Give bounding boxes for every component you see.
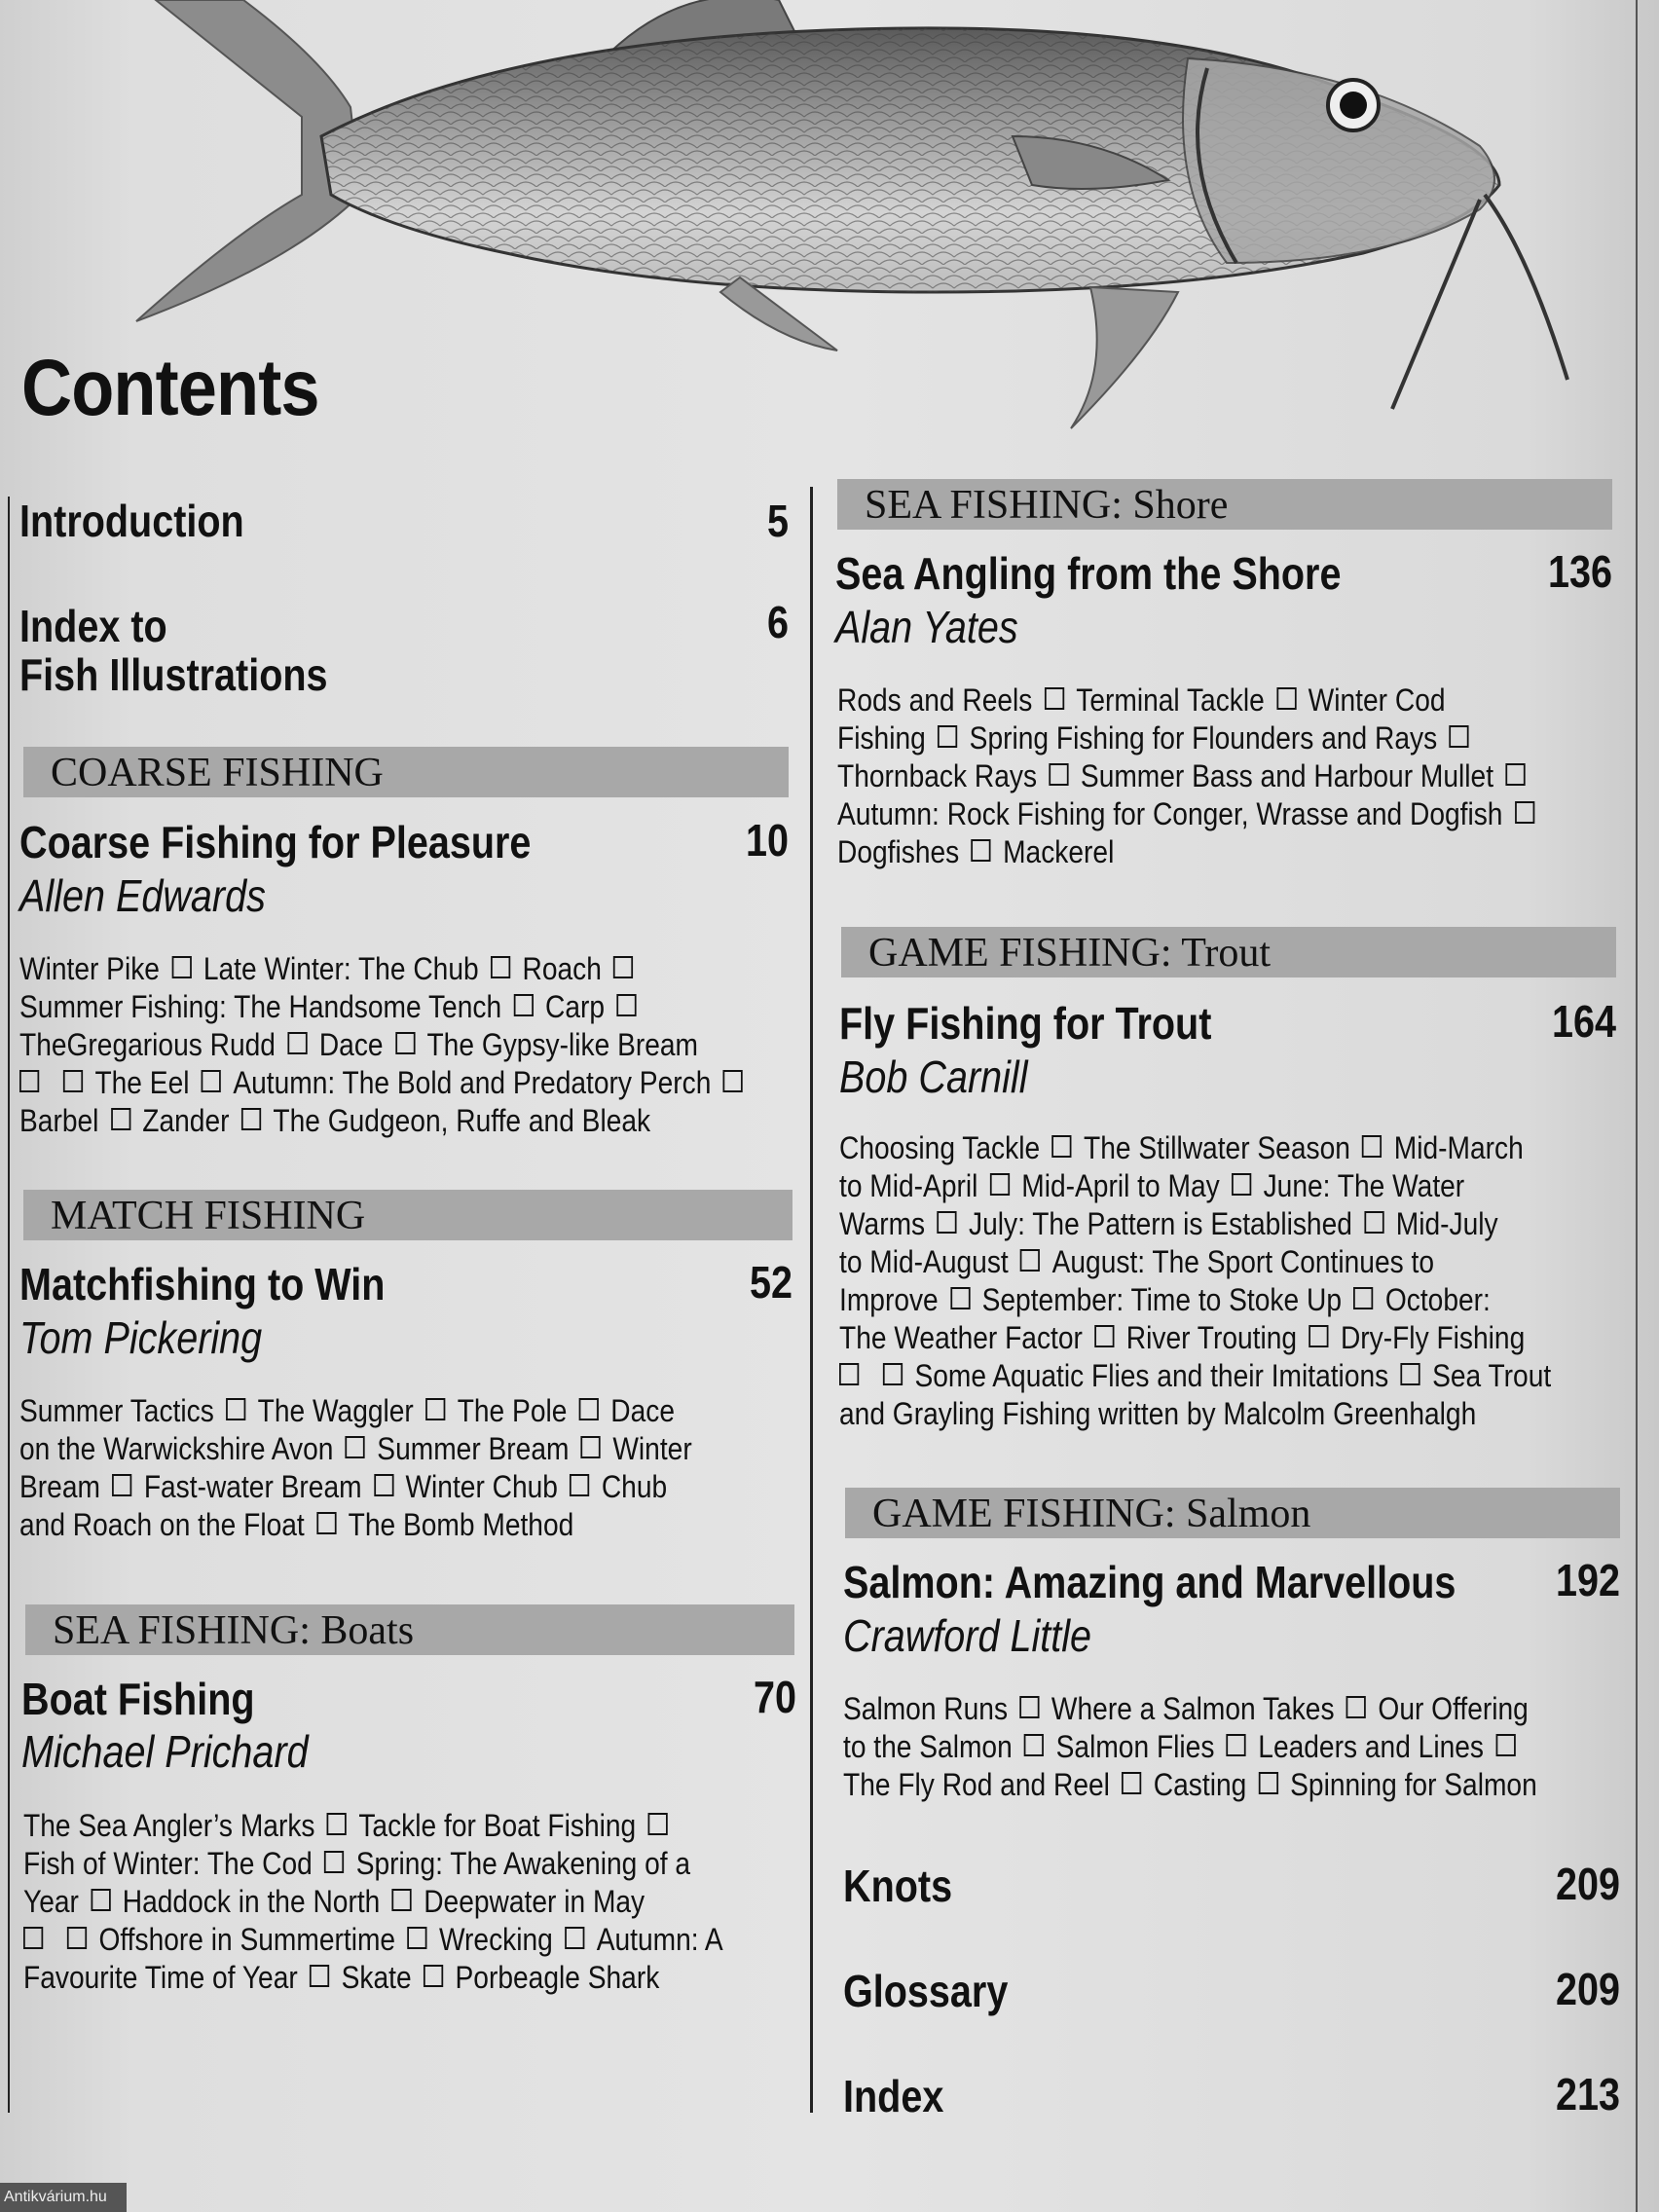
trout-topics [839,1129,1610,1433]
topic-text: Leaders and Lines [1258,1729,1484,1764]
topic-line [19,1506,791,1544]
topic-text: The Eel [94,1065,190,1100]
topic-text: Autumn: Rock Fishing for Conger, Wrasse and Dogfish [837,796,1503,831]
topic-text: to the Salmon [843,1729,1013,1764]
bullet-box-icon [937,1211,956,1234]
topic-text: Casting [1153,1767,1247,1802]
bullet-box-icon [883,1363,903,1385]
topic-text: Sea Trout [1432,1358,1552,1393]
topic-text: Winter Pike [19,951,160,986]
trout-page: 164 [1551,996,1616,1047]
topic-text: The Gypsy-like Bream [426,1027,699,1062]
topic-line [19,1392,791,1430]
bullet-box-icon [241,1108,261,1130]
topic-text: Autumn: A [596,1922,723,1957]
bullet-box-icon [1309,1325,1328,1347]
topic-text: on the Warwickshire Avon [19,1431,334,1466]
topic-text: Winter [612,1431,692,1466]
topic-text: Summer Fishing: The Handsome Tench [19,989,502,1024]
bullet-box-icon [491,956,510,978]
bullet-box-icon [1276,687,1296,710]
topic-text: TheGregarious Rudd [19,1027,276,1062]
coarse-topics [19,950,791,1140]
trout-title: Fly Fishing for Trout [839,998,1212,1049]
topic-text: Where a Salmon Takes [1051,1691,1335,1726]
topic-text: Dry-Fly Fishing [1340,1320,1526,1355]
match-page: 52 [749,1257,793,1308]
bullet-box-icon [23,1927,43,1949]
topic-line [839,1205,1610,1243]
boats-title: Boat Fishing [21,1674,255,1724]
topic-text: Spring Fishing for Flounders and Rays [969,720,1438,756]
introduction-title: Introduction [19,496,244,546]
topic-text: August: The Sport Continues to [1051,1244,1435,1279]
topic-text: Year [23,1884,79,1919]
topic-text: Autumn: The Bold and Predatory Perch [233,1065,712,1100]
topic-text: Thornback Rays [837,758,1038,793]
bullet-box-icon [938,725,957,748]
topic-text: Fish of Winter: The Cod [23,1846,313,1881]
topic-text: Fast-water Bream [143,1469,362,1504]
topic-text: Our Offering [1378,1691,1529,1726]
topic-text: Dace [318,1027,384,1062]
watermark: Antikvárium.hu [0,2183,127,2212]
topic-text: July: The Pattern is Established [968,1206,1352,1241]
topic-text: Mackerel [1003,834,1115,869]
bullet-box-icon [616,994,636,1016]
knots-title: Knots [843,1861,953,1911]
bullet-box-icon [374,1474,393,1496]
bullet-box-icon [19,1070,39,1092]
topic-text: Late Winter: The Chub [203,951,479,986]
topic-line [19,1026,791,1064]
bullet-box-icon [1232,1173,1251,1196]
game-salmon-banner: GAME FISHING: Salmon [845,1488,1620,1538]
topic-text: The Stillwater Season [1083,1130,1350,1165]
topic-text: Salmon Runs [843,1691,1009,1726]
bullet-box-icon [990,1173,1010,1196]
bullet-box-icon [392,1889,412,1911]
bullet-box-icon [171,956,191,978]
glossary-page: 209 [1555,1964,1620,2014]
bullet-box-icon [324,1851,344,1873]
coarse-fishing-banner: COARSE FISHING [23,747,789,797]
topic-line [23,1959,794,1997]
bullet-box-icon [310,1965,329,1987]
topic-line [19,950,791,988]
topic-text: Favourite Time of Year [23,1960,298,1995]
topic-text: and Roach on the Float [19,1507,305,1542]
topic-text: Deepwater in May [424,1884,645,1919]
topic-text: Chub [601,1469,668,1504]
shore-author: Alan Yates [835,602,1018,652]
topic-line [843,1766,1614,1804]
coarse-page: 10 [745,815,789,866]
topic-text: Dogfishes [837,834,960,869]
topic-text: Skate [341,1960,412,1995]
topic-text: Choosing Tackle [839,1130,1041,1165]
bullet-box-icon [91,1889,110,1911]
topic-text: Terminal Tackle [1076,682,1265,718]
bullet-box-icon [1049,763,1068,786]
index-fish-title-line1: Index to [19,601,167,651]
topic-text: Some Aquatic Flies and their Imitations [914,1358,1389,1393]
topic-line [19,1430,791,1468]
topic-text: Salmon Flies [1055,1729,1215,1764]
topic-text: to Mid-August [839,1244,1009,1279]
topic-text: September: Time to Stoke Up [981,1282,1342,1317]
match-topics [19,1392,791,1544]
bullet-box-icon [316,1512,336,1534]
bullet-box-icon [407,1927,426,1949]
topic-line [19,988,791,1026]
topic-text: Haddock in the North [122,1884,381,1919]
topic-text: Winter Chub [405,1469,558,1504]
bullet-box-icon [1346,1696,1366,1718]
topic-line [23,1845,794,1883]
topic-line [837,682,1608,719]
topic-line [23,1921,794,1959]
topic-line [19,1468,791,1506]
bullet-box-icon [581,1436,601,1458]
topic-text: October: [1384,1282,1491,1317]
game-trout-banner: GAME FISHING: Trout [841,927,1616,977]
bullet-box-icon [839,1363,859,1385]
sea-boats-banner: SEA FISHING: Boats [25,1604,794,1655]
topic-text: Spinning for Salmon [1290,1767,1537,1802]
bullet-box-icon [1094,1325,1114,1347]
knots-page: 209 [1555,1859,1620,1909]
topic-text: The Gudgeon, Ruffe and Bleak [273,1103,651,1138]
shore-topics [837,682,1608,871]
bullet-box-icon [1495,1734,1515,1756]
bullet-box-icon [950,1287,970,1309]
bullet-box-icon [1515,801,1534,824]
topic-text: Spring: The Awakening of a [355,1846,691,1881]
bullet-box-icon [1362,1135,1382,1158]
bullet-box-icon [1020,1249,1040,1272]
topic-text: Winter Cod [1308,682,1446,718]
index-fish-title-line2: Fish Illustrations [19,649,328,700]
topic-text: and Grayling Fishing written by Malcolm Greenhalgh [839,1396,1477,1431]
barbel-fish-illustration [97,0,1597,448]
bullet-box-icon [1353,1287,1373,1309]
topic-text: Mid-July [1395,1206,1498,1241]
topic-text: Fishing [837,720,926,756]
bullet-box-icon [67,1927,87,1949]
topic-text: Carp [545,989,606,1024]
boats-author: Michael Prichard [21,1726,309,1777]
topic-text: Porbeagle Shark [455,1960,660,1995]
topic-line [839,1319,1610,1357]
topic-text: The Sea Angler’s Marks [23,1808,315,1843]
salmon-topics [843,1690,1614,1804]
salmon-author: Crawford Little [843,1610,1092,1661]
topic-text: Barbel [19,1103,99,1138]
bullet-box-icon [1259,1772,1278,1794]
topic-line [837,719,1608,757]
topic-text: Dace [610,1393,676,1428]
bullet-box-icon [1045,687,1064,710]
bullet-box-icon [1227,1734,1246,1756]
boats-topics [23,1807,794,1997]
bullet-box-icon [1122,1772,1141,1794]
page-title: Contents [21,344,319,432]
bullet-box-icon [648,1813,668,1835]
topic-text: to Mid-April [839,1168,978,1203]
topic-text: Zander [142,1103,230,1138]
topic-text: The Bomb Method [348,1507,574,1542]
topic-text: Offshore in Summertime [98,1922,396,1957]
topic-text: Wrecking [438,1922,553,1957]
right-edge-rule [1636,0,1638,2212]
topic-line [839,1167,1610,1205]
bullet-box-icon [723,1070,743,1092]
bullet-box-icon [1449,725,1468,748]
shore-title: Sea Angling from the Shore [835,548,1342,599]
bullet-box-icon [112,1474,131,1496]
bullet-box-icon [395,1032,415,1054]
bullet-box-icon [613,956,633,978]
bullet-box-icon [1505,763,1525,786]
topic-line [839,1395,1610,1433]
topic-text: The Waggler [257,1393,414,1428]
trout-author: Bob Carnill [839,1051,1028,1102]
index-title: Index [843,2071,944,2121]
bullet-box-icon [565,1927,584,1949]
bullet-box-icon [1024,1734,1044,1756]
topic-text: Roach [522,951,602,986]
bullet-box-icon [327,1813,347,1835]
bullet-box-icon [1364,1211,1383,1234]
bullet-box-icon [346,1436,365,1458]
topic-text: Tackle for Boat Fishing [358,1808,637,1843]
topic-text: The Weather Factor [839,1320,1083,1355]
topic-line [19,1102,791,1140]
boats-page: 70 [753,1672,796,1722]
bullet-box-icon [972,839,991,862]
match-author: Tom Pickering [19,1312,263,1363]
introduction-page: 5 [766,496,789,546]
topic-line [23,1883,794,1921]
topic-text: River Trouting [1125,1320,1298,1355]
topic-text: Mid-March [1393,1130,1524,1165]
coarse-title: Coarse Fishing for Pleasure [19,817,532,867]
bullet-box-icon [513,994,533,1016]
bullet-box-icon [570,1474,589,1496]
topic-line [843,1728,1614,1766]
topic-text: Mid-April to May [1021,1168,1220,1203]
topic-line [839,1281,1610,1319]
topic-text: The Fly Rod and Reel [843,1767,1110,1802]
bullet-box-icon [425,1398,445,1420]
topic-text: Summer Bream [377,1431,570,1466]
topic-line [837,795,1608,833]
bullet-box-icon [63,1070,83,1092]
bullet-box-icon [1051,1135,1071,1158]
topic-text: Improve [839,1282,939,1317]
topic-line [839,1243,1610,1281]
topic-line [839,1129,1610,1167]
bullet-box-icon [1019,1696,1039,1718]
bullet-box-icon [579,1398,599,1420]
index-fish-page: 6 [766,597,789,647]
bullet-box-icon [1401,1363,1420,1385]
topic-text: Bream [19,1469,100,1504]
bullet-box-icon [226,1398,245,1420]
salmon-title: Salmon: Amazing and Marvellous [843,1557,1456,1607]
salmon-page: 192 [1555,1555,1620,1605]
topic-text: Warms [839,1206,926,1241]
topic-line [839,1357,1610,1395]
topic-line [837,833,1608,871]
column-divider [810,487,813,2113]
bullet-box-icon [111,1108,130,1130]
index-page: 213 [1555,2069,1620,2120]
match-title: Matchfishing to Win [19,1259,386,1309]
topic-line [837,757,1608,795]
topic-text: Summer Tactics [19,1393,214,1428]
sea-shore-banner: SEA FISHING: Shore [837,479,1612,530]
topic-line [19,1064,791,1102]
topic-text: June: The Water [1263,1168,1465,1203]
topic-line [23,1807,794,1845]
match-fishing-banner: MATCH FISHING [23,1190,793,1240]
coarse-author: Allen Edwards [19,870,266,921]
shore-page: 136 [1547,546,1612,597]
topic-text: The Pole [457,1393,568,1428]
topic-text: Summer Bass and Harbour Mullet [1080,758,1494,793]
bullet-box-icon [424,1965,443,1987]
glossary-title: Glossary [843,1966,1009,2016]
left-edge-rule [8,497,10,2113]
bullet-box-icon [287,1032,307,1054]
topic-line [843,1690,1614,1728]
bullet-box-icon [202,1070,221,1092]
topic-text: Rods and Reels [837,682,1033,718]
